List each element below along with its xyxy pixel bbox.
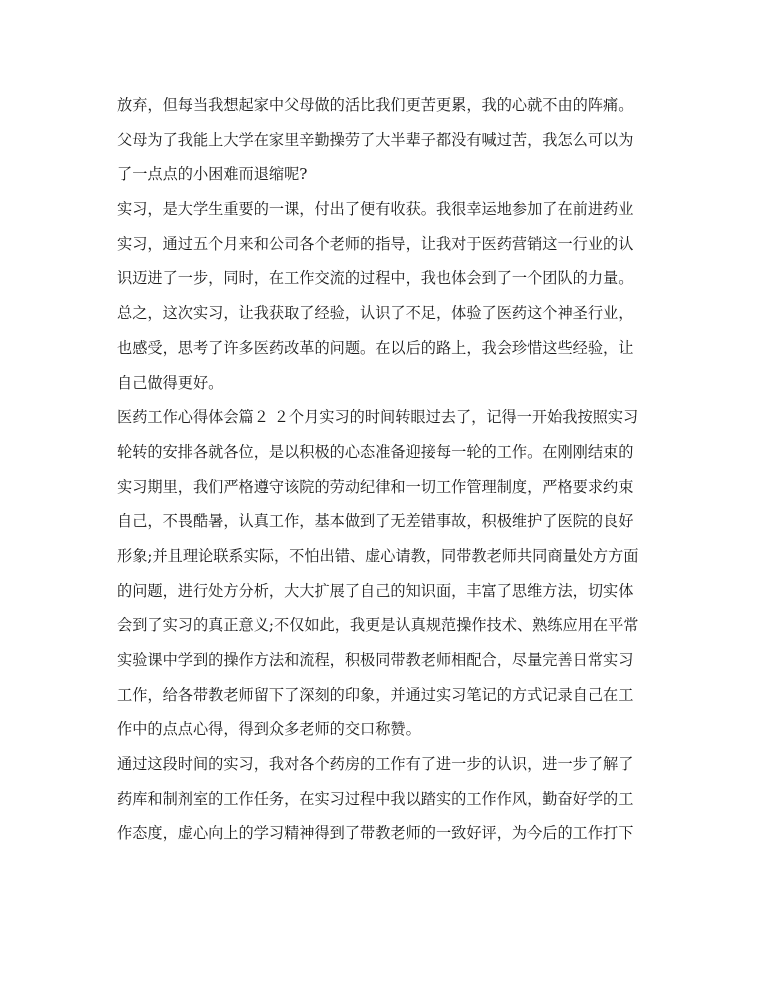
text-line: 工作，给各带教老师留下了深刻的印象，并通过实习笔记的方式记录自己在工 bbox=[117, 685, 634, 704]
text-line: 会到了实习的真正意义;不仅如此，我更是认真规范操作技术、熟练应用在平常 bbox=[117, 616, 639, 635]
text-line: 药库和制剂室的工作任务，在实习过程中我以踏实的工作作风，勤奋好学的工 bbox=[117, 789, 634, 808]
text-line: 作中的点点心得，得到众多老师的交口称赞。 bbox=[117, 720, 421, 739]
text-line: 实习，是大学生重要的一课，付出了便有收获。我很幸运地参加了在前进药业 bbox=[117, 200, 634, 219]
text-line: 父母为了我能上大学在家里辛勤操劳了大半辈子都没有喊过苦，我怎么可以为 bbox=[117, 130, 634, 149]
text-line: 自己，不畏酷暑，认真工作，基本做到了无差错事故，积极维护了医院的良好 bbox=[117, 512, 634, 531]
text-line: 轮转的安排各就各位，是以积极的心态准备迎接每一轮的工作。在刚刚结束的 bbox=[117, 442, 634, 461]
text-line: 自己做得更好。 bbox=[117, 373, 224, 392]
text-line: 形象;并且理论联系实际，不怕出错、虚心请教，同带教老师共同商量处方方面 bbox=[117, 546, 639, 565]
text-line: 实验课中学到的操作方法和流程，积极同带教老师相配合，尽量完善日常实习 bbox=[117, 651, 634, 669]
text-line: 总之，这次实习，让我获取了经验，认识了不足，体验了医药这个神圣行业， bbox=[117, 304, 634, 323]
text-line: 放弃，但每当我想起家中父母做的活比我们更苦更累，我的心就不由的阵痛。 bbox=[117, 96, 634, 114]
text-line: 也感受，思考了许多医药改革的问题。在以后的路上，我会珍惜这些经验，让 bbox=[117, 338, 634, 357]
text-line: 了一点点的小困难而退缩呢? bbox=[117, 165, 308, 184]
text-line: 通过这段时间的实习，我对各个药房的工作有了进一步的认识，进一步了解了 bbox=[117, 755, 634, 774]
text-line: 的问题，进行处方分析，大大扩展了自己的知识面，丰富了思维方法，切实体 bbox=[117, 581, 634, 600]
text-line: 实习，通过五个月来和公司各个老师的指导，让我对于医药营销这一行业的认 bbox=[117, 234, 634, 253]
text-line: 作态度，虚心向上的学习精神得到了带教老师的一致好评，为今后的工作打下 bbox=[117, 824, 634, 843]
body-text bbox=[117, 88, 657, 851]
text-line: 实习期里，我们严格遵守该院的劳动纪律和一切工作管理制度，严格要求约束 bbox=[117, 477, 634, 496]
text-line: 医药工作心得体会篇２ ２个月实习的时间转眼过去了，记得一开始我按照实习 bbox=[117, 408, 639, 427]
text-line: 识迈进了一步，同时，在工作交流的过程中，我也体会到了一个团队的力量。 bbox=[117, 269, 634, 288]
